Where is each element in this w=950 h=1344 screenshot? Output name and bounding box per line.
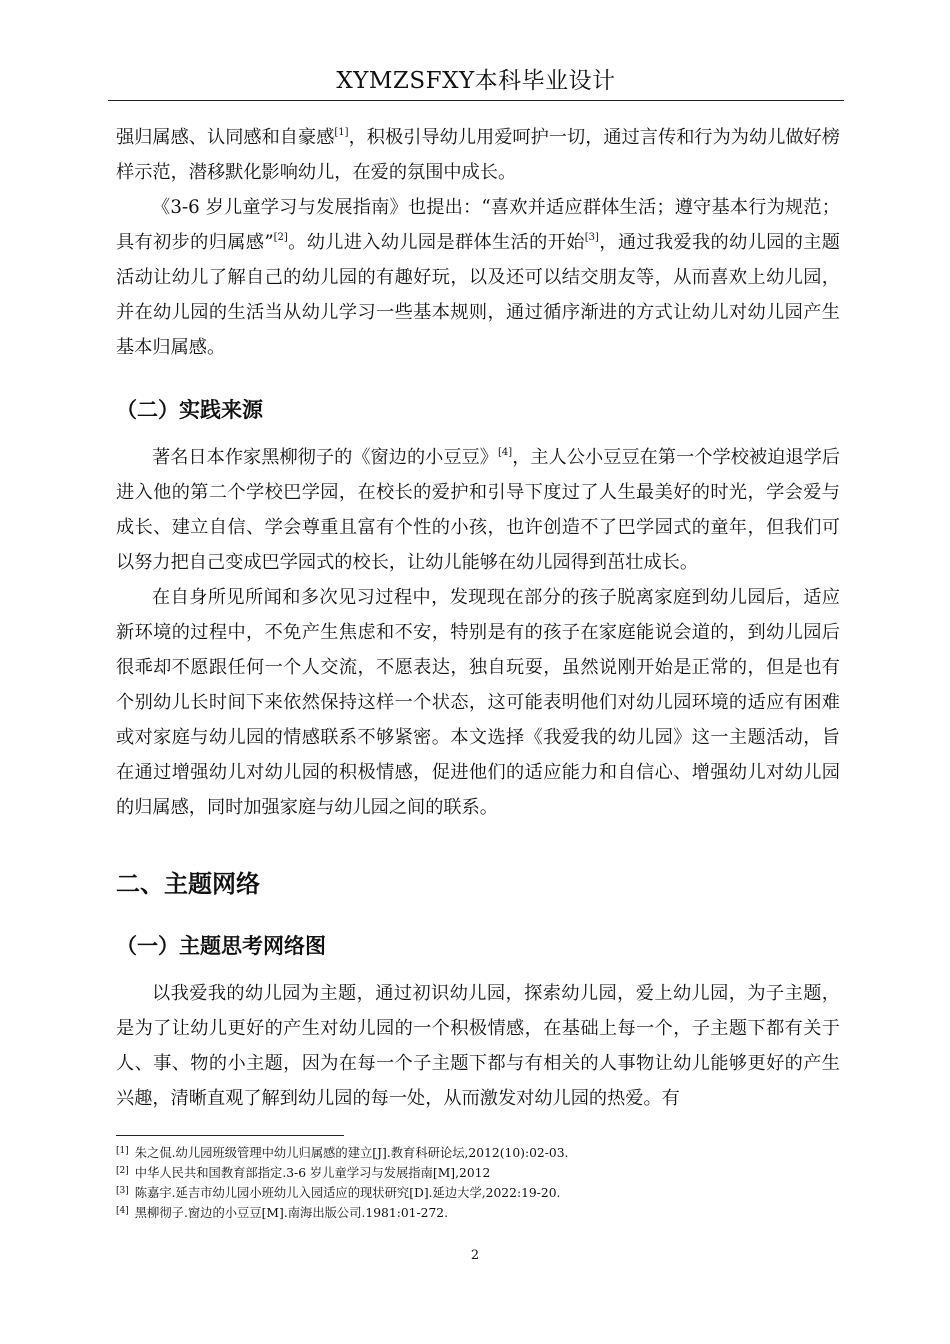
paragraph: 以我爱我的幼儿园为主题，通过初识幼儿园，探索幼儿园，爱上幼儿园，为子主题，是为了让幼儿更好的产生对幼儿园的一个积极情感，在基础上每一个，子主题下都有关于人、事、物的小主题，因为在每一个子主题下都与有相关的人事物让幼儿能够更好的产生兴趣，清晰直观了解到幼儿园的每一处，从而激发对幼儿园的热爱。有	[116, 983, 840, 1109]
paragraph: 在自身所见所闻和多次见习过程中，发现现在部分的孩子脱离家庭到幼儿园后，适应新环境的过程中，不免产生焦虑和不安，特别是有的孩子在家庭能说会道的，到幼儿园后很乖却不愿跟任何一个人交流，不愿表达，独自玩耍，虽然说刚开始是正常的，但是也有个别幼儿长时间下来依然保持这样一个状态，这可能表明他们对幼儿园环境的适应有困难或对家庭与幼儿园的情感联系不够紧密。本文选择《我爱我的幼儿园》这一主题活动，旨在通过增强幼儿对幼儿园的积极情感，促进他们的适应能力和自信心、增强幼儿对幼儿园的归属感，同时加强家庭与幼儿园之间的联系。	[116, 587, 840, 818]
paragraph: 著名日本作家黑柳彻子的《窗边的小豆豆》[4]，主人公小豆豆在第一个学校被迫退学后进入他的第二个学校巴学园，在校长的爱护和引导下度过了人生最美好的时光，学会爱与成长、建立自信、学会尊重且富有个性的小孩，也许创造不了巴学园式的童年，但我们可以努力把自己变成巴学园式的校长，让幼儿能够在幼儿园得到茁壮成长。	[116, 447, 840, 573]
footnote-mark: [1]	[116, 1146, 129, 1156]
footnote-item	[116, 1142, 840, 1162]
citation-ref[interactable]: [1]	[334, 127, 349, 138]
footnote-text: 中华人民共和国教育部指定.3-6 岁儿童学习与发展指南[M],2012	[134, 1166, 491, 1180]
footnote-mark: [3]	[116, 1186, 129, 1196]
page-header	[108, 62, 844, 101]
network-paragraphs	[116, 976, 840, 1116]
paragraph: 强归属感、认同感和自豪感[1]，积极引导幼儿用爱呵护一切，通过言传和行为为幼儿做好榜样示范，潜移默化影响幼儿，在爱的氛围中成长。	[116, 127, 840, 183]
footnote-mark: [4]	[116, 1206, 129, 1216]
footnote-item	[116, 1182, 840, 1202]
citation-ref[interactable]: [3]	[584, 232, 599, 243]
paragraph: 《3-6 岁儿童学习与发展指南》也提出：“喜欢并适应群体生活；遵守基本行为规范；具有初步的归属感”[2]。幼儿进入幼儿园是群体生活的开始[3]，通过我爱我的幼儿园的主题活动让幼儿了解自己的幼儿园的有趣好玩，以及还可以结交朋友等，从而喜欢上幼儿园，并在幼儿园的生活当从幼儿学习一些基本规则，通过循序渐进的方式让幼儿对幼儿园产生基本归属感。	[116, 197, 840, 358]
section-heading-network: 二、主题网络	[116, 870, 260, 898]
section-heading-practice: （二）实践来源	[116, 398, 263, 422]
intro-paragraphs	[116, 120, 840, 365]
footnote-item	[116, 1202, 840, 1222]
sub-heading-network-map: （一）主题思考网络图	[116, 934, 326, 958]
page-number: 2	[470, 1248, 480, 1263]
footnote-text: 陈嘉宇.延吉市幼儿园小班幼儿入园适应的现状研究[D].延边大学,2022:19-20.	[134, 1186, 561, 1200]
footnote-text: 黑柳彻子.窗边的小豆豆[M].南海出版公司.1981:01-272.	[134, 1206, 449, 1220]
footnotes	[116, 1142, 840, 1222]
footnote-text: 朱之侃.幼儿园班级管理中幼儿归属感的建立[J].教育科研论坛,2012(10):02-03.	[134, 1146, 569, 1160]
citation-ref[interactable]: [4]	[498, 447, 513, 458]
header-title: XYMZSFXY本科毕业设计	[336, 68, 616, 94]
footnote-item	[116, 1162, 840, 1182]
footnote-mark: [2]	[116, 1166, 129, 1176]
citation-ref[interactable]: [2]	[273, 232, 288, 243]
practice-paragraphs	[116, 440, 840, 825]
footnote-divider	[116, 1135, 344, 1136]
